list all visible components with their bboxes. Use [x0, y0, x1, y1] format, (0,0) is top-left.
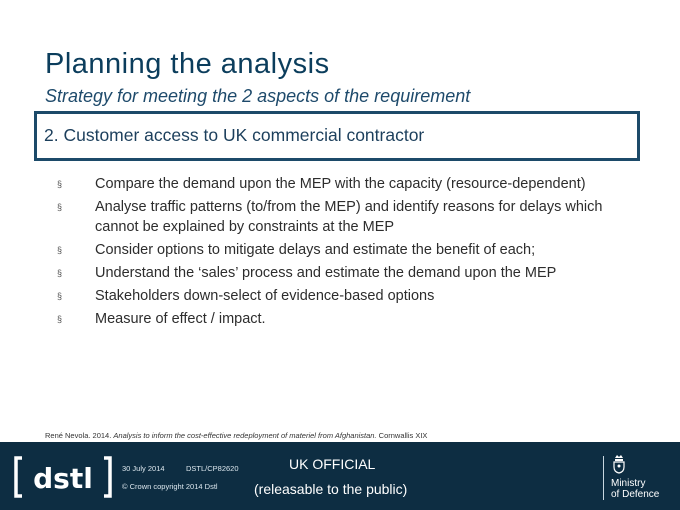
bullet-icon: §	[57, 314, 63, 324]
citation-venue: Cornwallis XIX	[378, 431, 428, 440]
bullet-text: Measure of effect / impact.	[95, 311, 266, 327]
footer-bar	[0, 442, 680, 510]
section-heading-box	[34, 111, 640, 161]
bullet-item	[57, 286, 647, 306]
bullet-item	[57, 263, 647, 283]
page-subtitle: Strategy for meeting the 2 aspects of the requirement	[45, 86, 471, 106]
section-heading: 2. Customer access to UK commercial contractor	[44, 125, 425, 145]
royal-crest-icon	[611, 454, 627, 474]
bullet-item	[57, 240, 647, 260]
bullet-list	[57, 174, 647, 332]
bullet-icon: §	[57, 179, 63, 189]
dstl-logo-icon	[14, 454, 112, 500]
citation-title: Analysis to inform the cost-effective redeployment of materiel from Afghanistan.	[113, 431, 377, 440]
bullet-text: Understand the ‘sales’ process and estimate the demand upon the MEP	[95, 265, 557, 281]
mod-name-line2: of Defence	[611, 489, 660, 500]
logo-text: dstl	[33, 462, 93, 495]
mod-logo-text	[611, 478, 659, 500]
bullet-icon: §	[57, 291, 63, 301]
bullet-text: Analyse traffic patterns (to/from the MEP) and identify reasons for delays which cannot be explained by constraints at the MEP	[95, 199, 603, 235]
citation-author: René Nevola. 2014.	[45, 431, 112, 440]
bullet-text: Compare the demand upon the MEP with the capacity (resource-dependent)	[95, 176, 586, 192]
classification-label: UK OFFICIAL	[289, 456, 376, 472]
bullet-text: Consider options to mitigate delays and estimate the benefit of each;	[95, 242, 536, 258]
page-title: Planning the analysis	[45, 48, 330, 80]
releasability-label: (releasable to the public)	[254, 481, 408, 497]
mod-divider	[603, 456, 604, 500]
bullet-icon: §	[57, 268, 63, 278]
bullet-text: Stakeholders down-select of evidence-based options	[95, 288, 435, 304]
bullet-item	[57, 197, 647, 237]
footer-copyright: © Crown copyright 2014 Dstl	[122, 482, 218, 491]
mod-name-line1: Ministry	[611, 478, 646, 489]
bullet-icon: §	[57, 245, 63, 255]
footer-date: 30 July 2014	[122, 464, 165, 473]
citation	[45, 431, 427, 440]
footer-reference: DSTL/CP82620	[186, 464, 239, 473]
bullet-icon: §	[57, 202, 63, 212]
bullet-item	[57, 309, 647, 329]
bullet-item	[57, 174, 647, 194]
